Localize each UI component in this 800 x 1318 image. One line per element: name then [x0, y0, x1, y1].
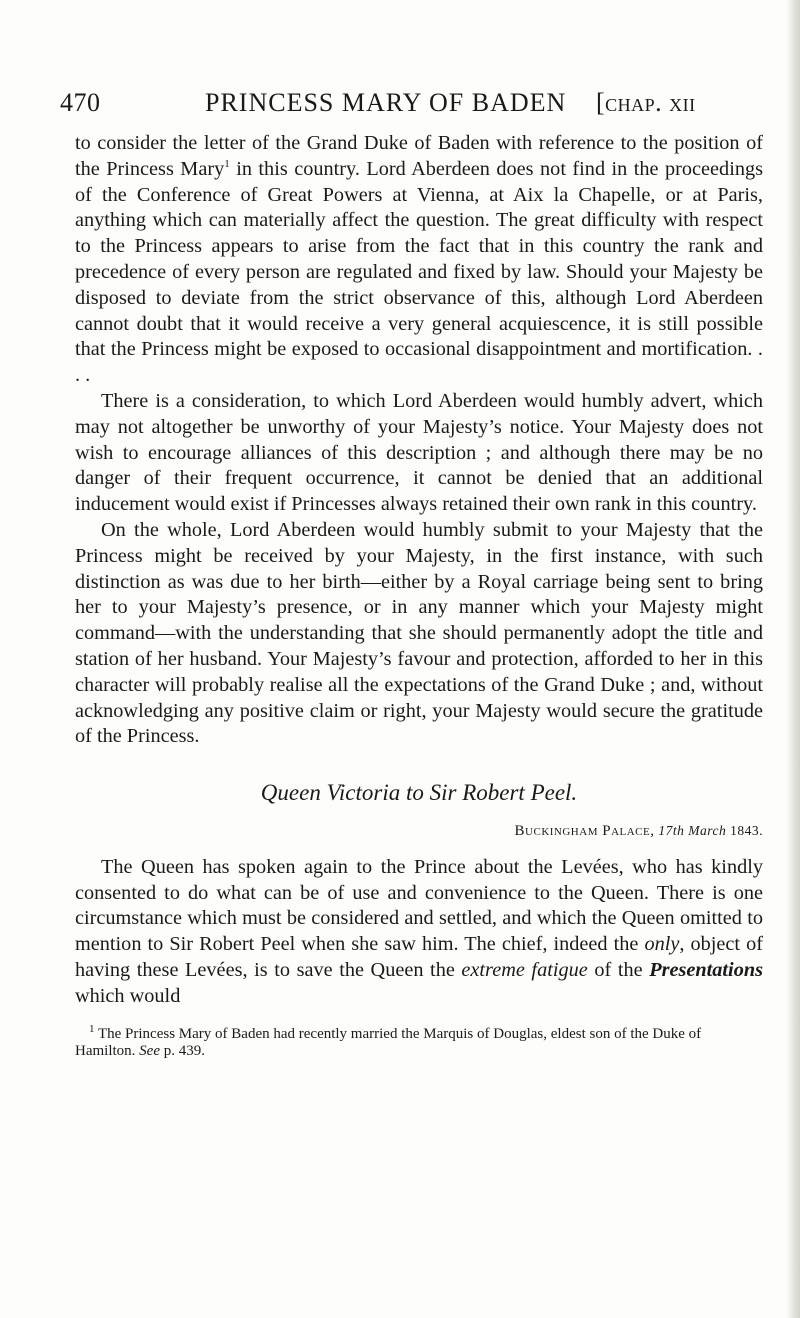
- emphasis-only: only: [644, 933, 680, 956]
- footnote-marker: 1: [224, 158, 230, 171]
- page-edge-shadow: [786, 0, 800, 1318]
- paragraph-2: There is a consideration, to which Lord Aberdeen would humbly advert, which may not altogether be unworthy of your Majesty’s notice. Your Majesty does not wish to encourage alliances of this description ; and although there may be no danger of their frequent occurrence, it cannot be denied that an additional inducement would exist if Princesses always retained their own rank in this country.: [75, 389, 763, 516]
- paragraph-1-text-a: to consider the letter of the Grand Duke of Baden with reference to the position of the Princess Mary: [75, 132, 763, 180]
- footnotes: [75, 1022, 763, 1060]
- letter-dateline: [75, 818, 763, 845]
- dateline-year: 1843.: [730, 822, 763, 838]
- footnote-1: [75, 1022, 763, 1060]
- emphasis-presentations: Presentations: [649, 958, 764, 981]
- running-header: [60, 88, 760, 118]
- letter-text-d: which would: [75, 984, 181, 1007]
- footnote-1-text-b: p. 439.: [160, 1042, 205, 1059]
- text-block: [75, 131, 763, 1060]
- page-number: 470: [60, 88, 101, 117]
- paragraph-1-text-b: in this country. Lord Aberdeen does not find in the proceedings of the Conference of Great Powers at Vienna, at Aix la Chapelle, or at Paris, anything which can materially affect the question. The great difficulty with respect to the Princess appears to arise from the fact that in this country the rank and precedence of every person are regulated and fixed by law. Should your Majesty be disposed to deviate from the strict observance of this, although Lord Aberdeen cannot doubt that it would receive a very general acquiescence, it is still possible that the Princess might be exposed to occasional disappointment and mortification. . . .: [75, 157, 763, 387]
- letter-text-c: of the: [587, 958, 650, 981]
- paragraph-1: [75, 131, 763, 389]
- letter-paragraph-1: [75, 855, 763, 1010]
- footnote-1-text-a: The Princess Mary of Baden had recently married the Marquis of Douglas, eldest son of the Duke of Hamilton.: [75, 1025, 702, 1059]
- paragraph-3: On the whole, Lord Aberdeen would humbly submit to your Majesty that the Princess might be received by your Majesty, in the first instance, with such distinction as was due to her birth—either by a Royal carriage being sent to bring her to your Majesty’s presence, or in any manner which your Majesty might command—with the understanding that she should permanently adopt the title and station of her husband. Your Majesty’s favour and protection, afforded to her in this character will probably realise all the expectations of the Grand Duke ; and, without acknowledging any positive claim or right, your Majesty would secure the gratitude of the Princess.: [75, 518, 763, 748]
- footnote-1-mark: 1: [89, 1022, 95, 1035]
- emphasis-extreme-fatigue: extreme fatigue: [461, 958, 588, 981]
- running-title: PRINCESS MARY OF BADEN: [205, 88, 567, 117]
- footnote-1-see: See: [139, 1042, 160, 1059]
- dateline-date: 17th March: [658, 822, 727, 838]
- dateline-place: Buckingham Palace,: [514, 822, 655, 839]
- letter-text-b: , object of having these Levées, is to save the Queen the: [75, 933, 763, 981]
- letter-text-a: The Queen has spoken again to the Prince about the Levées, who has kindly consented to do what can be of use and convenience to the Queen. There is one circumstance which must be considered and settled, and which the Queen omitted to mention to Sir Robert Peel when she saw him. The chief, indeed the: [75, 855, 763, 956]
- chapter-reference: [chap. xii: [596, 88, 696, 117]
- letter-heading: Queen Victoria to Sir Robert Peel.: [260, 780, 578, 806]
